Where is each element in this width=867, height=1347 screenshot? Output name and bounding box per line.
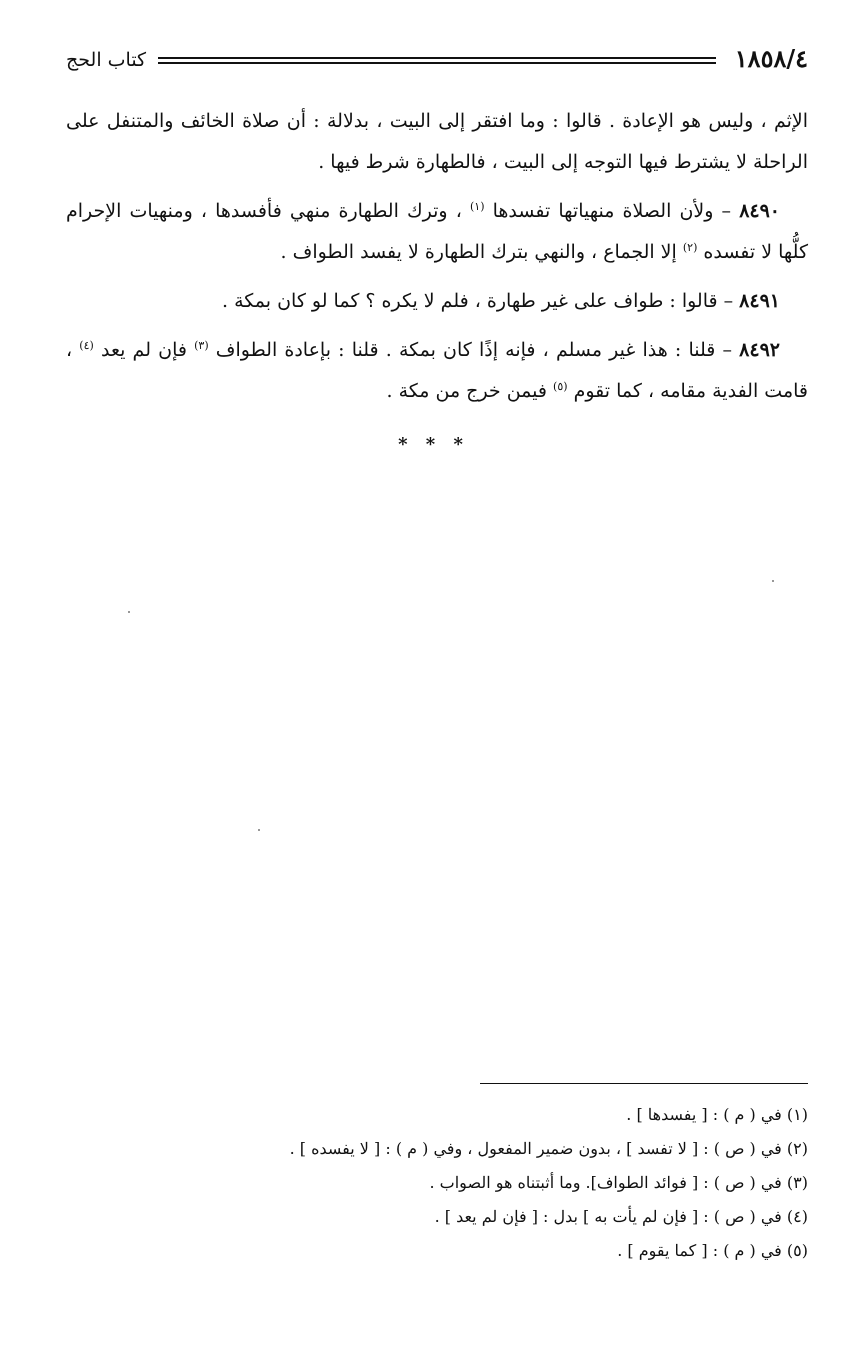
paragraph-number: ٨٤٩٠	[739, 200, 781, 222]
paragraph-text: – قلنا : هذا غير مسلم ، فإنه إذًا كان بمكة . قلنا : بإعادة الطواف	[215, 339, 733, 361]
paragraph-continuation	[66, 101, 808, 183]
page-header	[66, 44, 808, 78]
main-text	[66, 101, 808, 420]
footnote-rule	[480, 1083, 808, 1084]
scan-speck	[772, 580, 774, 582]
paragraph-8490	[66, 191, 808, 273]
footnote-item: (٥) في ( م ) : [ كما يقوم ] .	[617, 1241, 808, 1260]
scan-speck	[128, 611, 130, 613]
paragraph-8492	[66, 330, 808, 412]
footnote-ref[interactable]: (٥)	[553, 380, 568, 393]
footnote-ref[interactable]: (٤)	[79, 339, 94, 352]
paragraph-text: – ولأن الصلاة منهياتها تفسدها	[492, 200, 732, 222]
paragraph-text: – قالوا : طواف على غير طهارة ، فلم لا يكره ؟ كما لو كان بمكة .	[222, 290, 734, 312]
paragraph-text: فيمن خرج من مكة .	[386, 380, 547, 402]
footnote-item: (٤) في ( ص ) : [ فإن لم يأت به ] بدل : [ فإن لم يعد ] .	[434, 1207, 808, 1226]
page-number: ١٨٥٨/٤	[734, 44, 808, 73]
book-title: كتاب الحج	[66, 49, 147, 71]
footnote-item: (٢) في ( ص ) : [ لا تفسد ] ، بدون ضمير المفعول ، وفي ( م ) : [ لا يفسده ] .	[289, 1139, 808, 1158]
paragraph-text: إلا الجماع ، والنهي بترك الطهارة لا يفسد الطواف .	[280, 241, 677, 263]
paragraph-text: فإن لم يعد	[100, 339, 187, 361]
paragraph-text: ، قامت الفدية مقامه ، كما تقوم	[66, 339, 808, 402]
paragraph-text: ، وترك الطهارة منهي فأفسدها ، ومنهيات الإحرام كلُّها لا تفسده	[66, 200, 808, 263]
paragraph-text: الإثم ، وليس هو الإعادة . قالوا : وما افتقر إلى البيت ، بدلالة : أن صلاة الخائف والمتنفل على الراحلة لا يشترط فيها التوجه إلى البيت ، فالطهارة شرط فيها .	[66, 110, 808, 173]
footnote-item: (١) في ( م ) : [ يفسدها ] .	[626, 1105, 808, 1124]
footnote-item: (٣) في ( ص ) : [ فوائد الطواف]. وما أثبتناه هو الصواب .	[429, 1173, 808, 1192]
footnote-ref[interactable]: (٢)	[682, 241, 698, 254]
footnote-ref[interactable]: (٣)	[194, 339, 209, 352]
paragraph-number: ٨٤٩٢	[739, 339, 780, 361]
scan-speck	[258, 829, 260, 831]
section-separator: * * *	[398, 434, 469, 455]
paragraph-number: ٨٤٩١	[739, 290, 780, 312]
header-rule	[158, 57, 716, 64]
paragraph-8491	[66, 281, 808, 322]
footnote-ref[interactable]: (١)	[469, 200, 485, 213]
footnotes	[66, 1098, 808, 1268]
